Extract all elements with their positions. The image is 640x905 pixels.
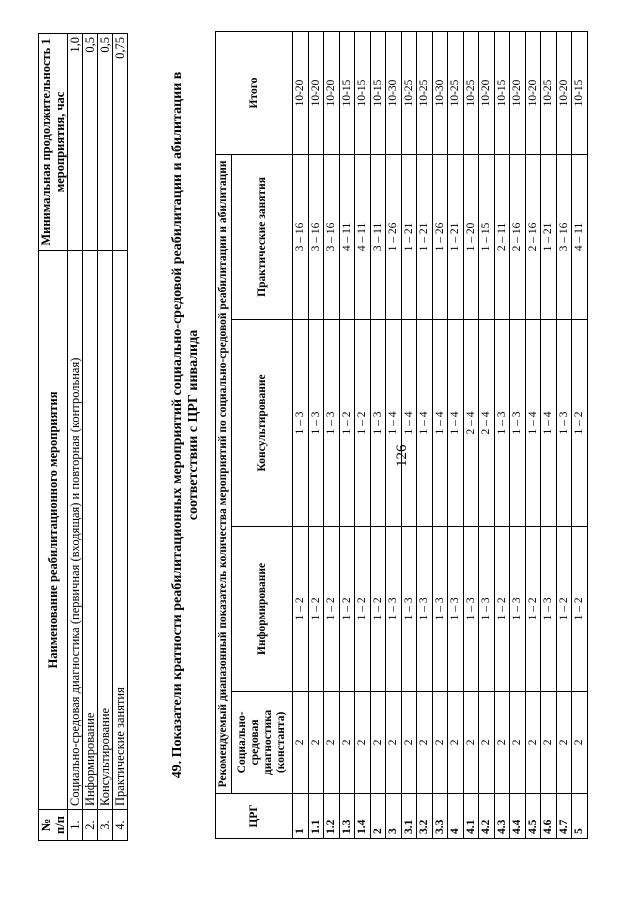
practice-value: 1 – 26 [386, 154, 402, 319]
crg-code: 4 [448, 793, 464, 838]
crg-code: 5 [572, 793, 588, 838]
crg-code: 4.5 [525, 793, 541, 838]
table2-row [510, 32, 526, 839]
crg-frequency-table [215, 31, 588, 839]
page-number: 126 [394, 444, 410, 467]
table2-row [386, 32, 402, 839]
consulting-value: 2 – 4 [479, 319, 495, 526]
consulting-value: 1 – 3 [494, 319, 510, 526]
table1-row [68, 34, 83, 841]
informing-value: 1 – 2 [324, 526, 340, 691]
consulting-value: 1 – 4 [432, 319, 448, 526]
total-value: 10-20 [293, 32, 309, 155]
practice-value: 4 – 11 [572, 154, 588, 319]
consulting-value: 1 – 2 [355, 319, 371, 526]
informing-value: 1 – 2 [293, 526, 309, 691]
crg-code: 4.6 [541, 793, 557, 838]
diagnostics-value: 2 [324, 691, 340, 793]
total-value: 10-20 [510, 32, 526, 155]
practice-value: 3 – 16 [308, 154, 324, 319]
table2-row [417, 32, 433, 839]
total-value: 10-20 [525, 32, 541, 155]
diagnostics-value: 2 [479, 691, 495, 793]
diagnostics-value: 2 [386, 691, 402, 793]
informing-value: 1 – 2 [308, 526, 324, 691]
total-value: 10-25 [463, 32, 479, 155]
consulting-value: 1 – 4 [386, 319, 402, 526]
crg-code: 1.4 [355, 793, 371, 838]
diagnostics-value: 2 [572, 691, 588, 793]
practice-value: 4 – 11 [355, 154, 371, 319]
informing-value: 1 – 2 [339, 526, 355, 691]
informing-value: 1 – 3 [417, 526, 433, 691]
consulting-value: 1 – 3 [308, 319, 324, 526]
header-consulting: Консультирование [232, 319, 293, 526]
practice-value: 1 – 21 [448, 154, 464, 319]
table2-row [401, 32, 417, 839]
crg-code: 4.7 [556, 793, 572, 838]
total-value: 10-30 [386, 32, 402, 155]
total-value: 10-15 [572, 32, 588, 155]
diagnostics-value: 2 [417, 691, 433, 793]
row-num: 1. [68, 810, 83, 841]
total-value: 10-15 [494, 32, 510, 155]
consulting-value: 1 – 3 [370, 319, 386, 526]
practice-value: 1 – 21 [541, 154, 557, 319]
consulting-value: 1 – 2 [339, 319, 355, 526]
informing-value: 1 – 3 [401, 526, 417, 691]
total-value: 10-20 [479, 32, 495, 155]
informing-value: 1 – 2 [525, 526, 541, 691]
header-diagnostics: Социально-средовая диагностика (константа) [232, 691, 293, 793]
table2-row [432, 32, 448, 839]
table2-row [339, 32, 355, 839]
informing-value: 1 – 2 [572, 526, 588, 691]
activity-name: Консультирование [98, 251, 113, 810]
duration-value: 0,5 [98, 34, 113, 251]
practice-value: 1 – 15 [479, 154, 495, 319]
informing-value: 1 – 2 [370, 526, 386, 691]
table2-row [479, 32, 495, 839]
diagnostics-value: 2 [541, 691, 557, 793]
row-num: 2. [83, 810, 98, 841]
informing-value: 1 – 2 [355, 526, 371, 691]
activities-duration-table [38, 33, 128, 841]
section-heading: 49. Показатели кратности реабилитационных мероприятий социально-средовой реабилитации и абилитации в соответствии с ЦРГ инвалида [170, 71, 201, 779]
table2-body [293, 32, 588, 839]
total-value: 10-25 [448, 32, 464, 155]
activity-name: Информирование [83, 251, 98, 810]
informing-value: 1 – 3 [510, 526, 526, 691]
informing-value: 1 – 2 [556, 526, 572, 691]
informing-value: 1 – 2 [494, 526, 510, 691]
header-practice: Практические занятия [232, 154, 293, 319]
crg-code: 4.3 [494, 793, 510, 838]
consulting-value: 1 – 3 [510, 319, 526, 526]
table2-row [324, 32, 340, 839]
practice-value: 3 – 16 [293, 154, 309, 319]
consulting-value: 1 – 3 [324, 319, 340, 526]
table2-row [556, 32, 572, 839]
row-num: 3. [98, 810, 113, 841]
crg-code: 3.2 [417, 793, 433, 838]
table1-body [68, 34, 128, 841]
practice-value: 1 – 21 [417, 154, 433, 319]
header-informing: Информирование [232, 526, 293, 691]
practice-value: 3 – 16 [324, 154, 340, 319]
practice-value: 4 – 11 [339, 154, 355, 319]
header-crg: ЦРГ [216, 793, 293, 838]
diagnostics-value: 2 [355, 691, 371, 793]
informing-value: 1 – 3 [448, 526, 464, 691]
table2-header-row-1 [216, 32, 232, 839]
diagnostics-value: 2 [525, 691, 541, 793]
table1-row [98, 34, 113, 841]
consulting-value: 1 – 4 [525, 319, 541, 526]
crg-code: 1.2 [324, 793, 340, 838]
informing-value: 1 – 3 [479, 526, 495, 691]
duration-value: 0,75 [113, 34, 128, 251]
practice-value: 3 – 11 [370, 154, 386, 319]
informing-value: 1 – 3 [386, 526, 402, 691]
diagnostics-value: 2 [308, 691, 324, 793]
crg-code: 2 [370, 793, 386, 838]
total-value: 10-20 [556, 32, 572, 155]
total-value: 10-20 [308, 32, 324, 155]
diagnostics-value: 2 [510, 691, 526, 793]
table2-row [525, 32, 541, 839]
practice-value: 1 – 20 [463, 154, 479, 319]
table2-row [463, 32, 479, 839]
diagnostics-value: 2 [401, 691, 417, 793]
total-value: 10-15 [355, 32, 371, 155]
table2-row [370, 32, 386, 839]
table2-row [308, 32, 324, 839]
total-value: 10-25 [541, 32, 557, 155]
duration-value: 0,5 [83, 34, 98, 251]
header-min-duration: Минимальная продолжительность 1 мероприятия, час [39, 34, 68, 251]
header-group-range: Рекомендуемый диапазонный показатель количества мероприятий по социально-средовой реабилитации и абилитации [216, 154, 232, 793]
practice-value: 1 – 21 [401, 154, 417, 319]
total-value: 10-15 [370, 32, 386, 155]
practice-value: 1 – 26 [432, 154, 448, 319]
informing-value: 1 – 3 [541, 526, 557, 691]
practice-value: 2 – 16 [510, 154, 526, 319]
consulting-value: 1 – 3 [293, 319, 309, 526]
crg-code: 4.1 [463, 793, 479, 838]
header-total: Итого [216, 32, 293, 155]
total-value: 10-25 [417, 32, 433, 155]
crg-code: 1 [293, 793, 309, 838]
consulting-value: 1 – 4 [417, 319, 433, 526]
practice-value: 2 – 11 [494, 154, 510, 319]
practice-value: 3 – 16 [556, 154, 572, 319]
table2-row [494, 32, 510, 839]
diagnostics-value: 2 [494, 691, 510, 793]
crg-code: 3.1 [401, 793, 417, 838]
table2-row [572, 32, 588, 839]
diagnostics-value: 2 [370, 691, 386, 793]
header-num: № п/п [39, 810, 68, 841]
total-value: 10-20 [324, 32, 340, 155]
total-value: 10-25 [401, 32, 417, 155]
informing-value: 1 – 3 [463, 526, 479, 691]
consulting-value: 1 – 2 [572, 319, 588, 526]
table1-row [113, 34, 128, 841]
crg-code: 3 [386, 793, 402, 838]
diagnostics-value: 2 [448, 691, 464, 793]
table2-row [355, 32, 371, 839]
crg-code: 1.3 [339, 793, 355, 838]
duration-value: 1,0 [68, 34, 83, 251]
consulting-value: 1 – 4 [401, 319, 417, 526]
crg-code: 4.4 [510, 793, 526, 838]
crg-code: 1.1 [308, 793, 324, 838]
consulting-value: 1 – 4 [448, 319, 464, 526]
activity-name: Практические занятия [113, 251, 128, 810]
diagnostics-value: 2 [556, 691, 572, 793]
diagnostics-value: 2 [463, 691, 479, 793]
activity-name: Социально-средовая диагностика (первичная (входящая) и повторная (контрольная) [68, 251, 83, 810]
consulting-value: 2 – 4 [463, 319, 479, 526]
total-value: 10-30 [432, 32, 448, 155]
table2-row [448, 32, 464, 839]
consulting-value: 1 – 4 [541, 319, 557, 526]
row-num: 4. [113, 810, 128, 841]
diagnostics-value: 2 [293, 691, 309, 793]
consulting-value: 1 – 3 [556, 319, 572, 526]
crg-code: 4.2 [479, 793, 495, 838]
table1-row [83, 34, 98, 841]
diagnostics-value: 2 [339, 691, 355, 793]
practice-value: 2 – 16 [525, 154, 541, 319]
table2-row [293, 32, 309, 839]
table1-header-row [39, 34, 68, 841]
table2-row [541, 32, 557, 839]
diagnostics-value: 2 [432, 691, 448, 793]
total-value: 10-15 [339, 32, 355, 155]
informing-value: 1 – 3 [432, 526, 448, 691]
header-activity-name: Наименование реабилитационного мероприятия [39, 251, 68, 810]
crg-code: 3.3 [432, 793, 448, 838]
